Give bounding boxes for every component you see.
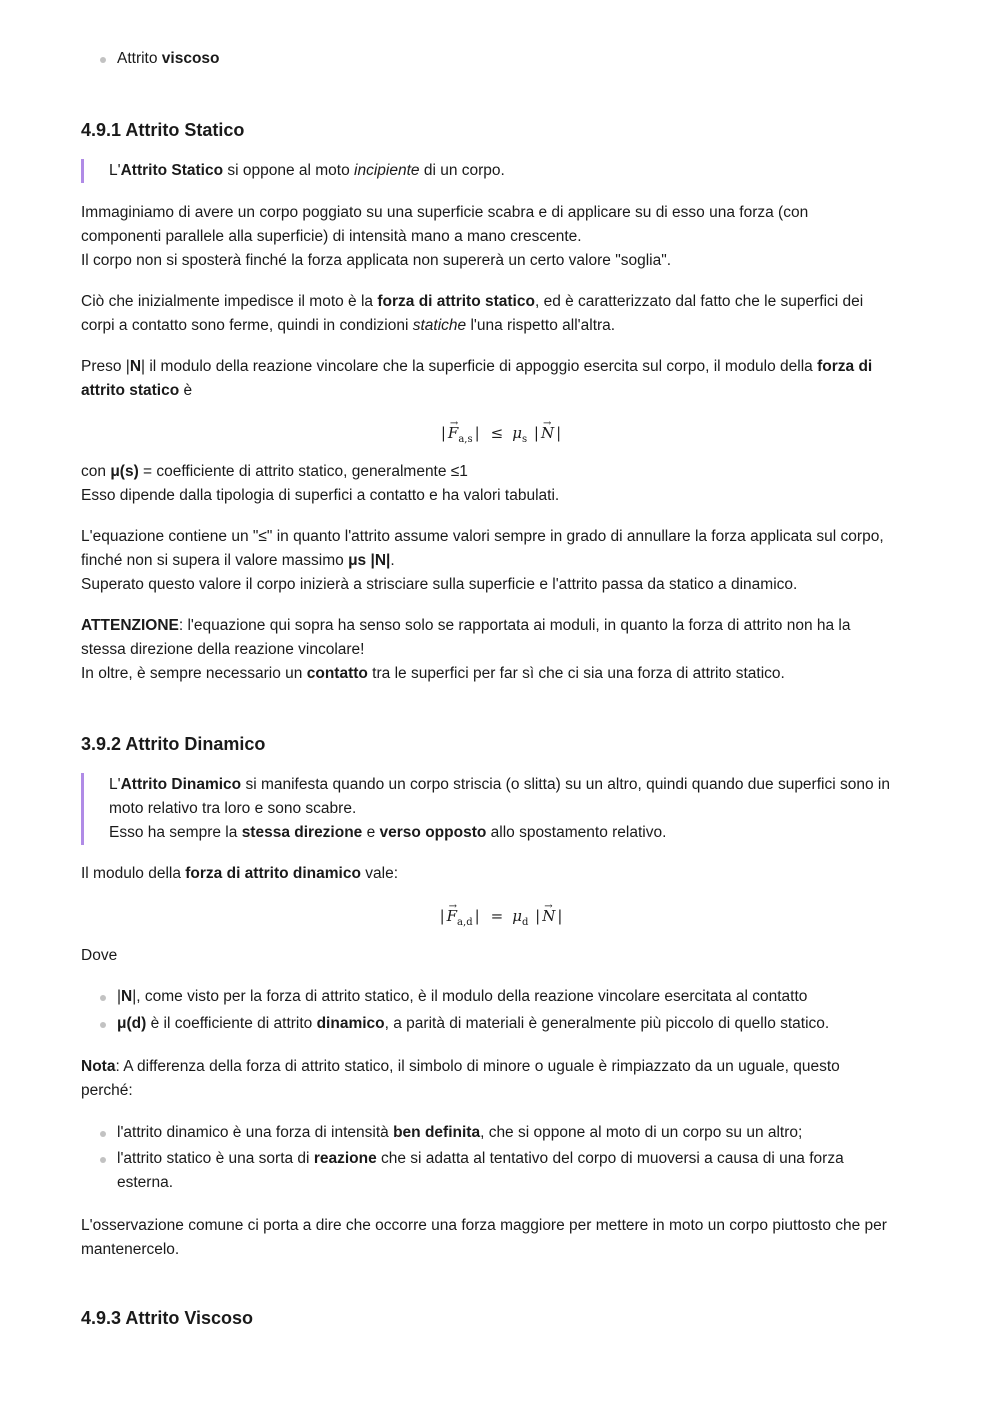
paragraph-con-mu: con μ(s) = coefficiente di attrito statico, generalmente ≤1 Esso dipende dalla tipologia di superfici a contatto e ha valori tabulati. <box>81 463 560 504</box>
paragraph-dove: Dove <box>81 947 118 964</box>
bullet-list-perche <box>81 1121 921 1195</box>
blockquote-dinamico: L'Attrito Dinamico si manifesta quando un corpo striscia (o slitta) su un altro, quindi quando due superfici sono in moto relativo tra loro e sono scabre. Esso ha sempre la stessa direzione e verso opposto allo spostamento relativo. <box>81 773 921 845</box>
section-heading-attrito-dinamico: 3.9.2 Attrito Dinamico <box>81 734 266 754</box>
bullet-list-dove <box>81 985 921 1036</box>
paragraph-immaginiamo: Immaginiamo di avere un corpo poggiato su una superficie scabra e di applicare su di esso una forza (con componenti parallele alla superficie) di intensità mano a mano crescente. Il corpo non si sposterà finché la forza applicata non supererà un certo valore "soglia". <box>81 204 809 269</box>
paragraph-nota: Nota: A differenza della forza di attrito statico, il simbolo di minore o uguale è rimpiazzato da un uguale, questo perché: <box>81 1058 840 1099</box>
list-item: Attrito viscoso <box>81 47 921 71</box>
paragraph-preso: Preso |N| il modulo della reazione vincolare che la superficie di appoggio esercita sul corpo, il modulo della forza di attrito statico è <box>81 358 873 399</box>
paragraph-cio-che: Ciò che inizialmente impedisce il moto è la forza di attrito statico, ed è caratterizzato dal fatto che le superfici dei corpi a contatto sono ferme, quindi in condizioni statiche l'una rispetto all'altra. <box>81 293 864 334</box>
list-item: l'attrito statico è una sorta di reazione che si adatta al tentativo del corpo di muoversi a causa di una forza esterna. <box>81 1147 921 1195</box>
quote-text: L'Attrito Statico si oppone al moto incipiente di un corpo. <box>109 162 505 179</box>
paragraph-equazione: L'equazione contiene un "≤" in quanto l'attrito assume valori sempre in grado di annullare la forza applicata sul corpo, finché non si supera il valore massimo μs |N|. Superato questo valore il corpo inizierà a strisciare sulla superficie e l'attrito passa da statico a dinamico. <box>81 528 884 593</box>
section-heading-attrito-statico: 4.9.1 Attrito Statico <box>81 120 245 140</box>
list-item: μ(d) è il coefficiente di attrito dinamico, a parità di materiali è generalmente più piccolo di quello statico. <box>81 1012 921 1036</box>
blockquote-statico <box>81 159 921 183</box>
list-item: l'attrito dinamico è una forza di intensità ben definita, che si oppone al moto di un corpo su un altro; <box>81 1121 921 1145</box>
paragraph-attenzione: ATTENZIONE: l'equazione qui sopra ha senso solo se rapportata ai moduli, in quanto la forza di attrito non ha la stessa direzione della reazione vincolare! In oltre, è sempre necessario un contatto tra le superfici per far sì che ci sia una forza di attrito statico. <box>81 617 851 682</box>
top-bullet-list <box>81 47 921 71</box>
formula-attrito-statico: |→ $F_{a,s}$ | ≤ $\mu_s$ |→ N | <box>81 421 921 452</box>
section-heading-attrito-viscoso: 4.9.3 Attrito Viscoso <box>81 1308 254 1328</box>
list-item: |N|, come visto per la forza di attrito statico, è il modulo della reazione vincolare esercitata al contatto <box>81 985 921 1009</box>
paragraph-osservazione: L'osservazione comune ci porta a dire che occorre una forza maggiore per mettere in moto un corpo piuttosto che per mantenercelo. <box>81 1217 887 1258</box>
formula-attrito-dinamico: |→ $F_{a,d}$ | = $\mu_d$ |→ N | <box>81 904 921 935</box>
paragraph-modulo-dinamico: Il modulo della forza di attrito dinamico vale: <box>81 865 399 882</box>
